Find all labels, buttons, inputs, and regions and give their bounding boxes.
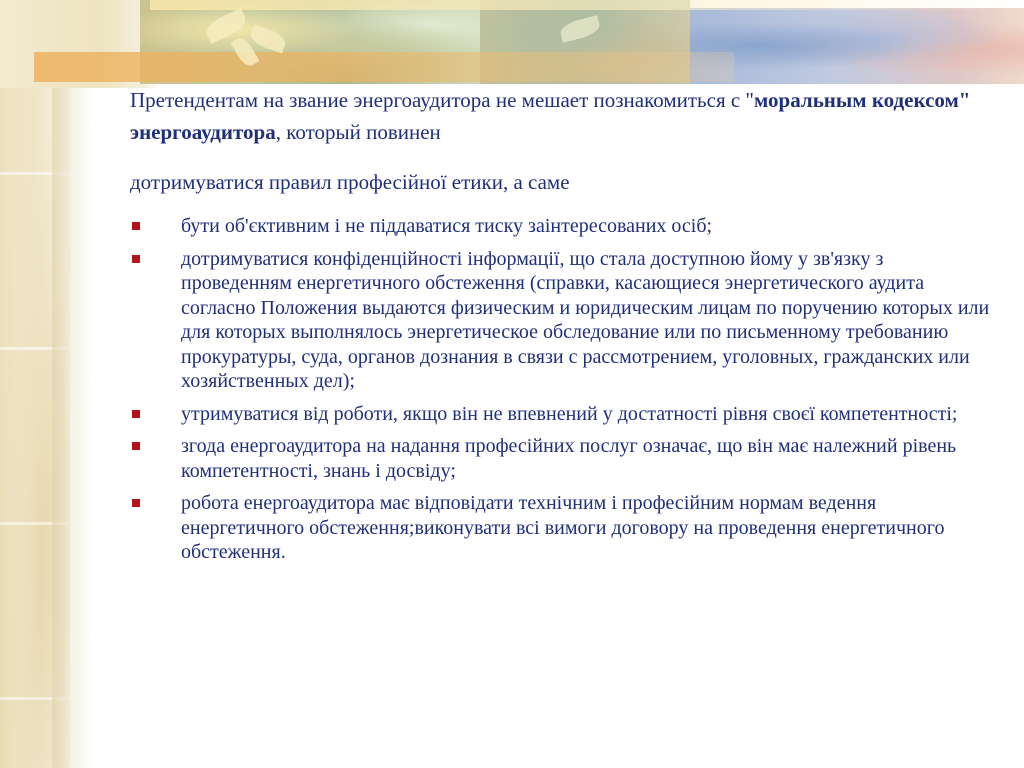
list-item-text: бути об'єктивним і не піддаватися тиску заінтересованих осіб; bbox=[181, 215, 713, 237]
list-item bbox=[130, 434, 990, 483]
intro-paragraph bbox=[130, 84, 990, 148]
slide-content bbox=[130, 84, 990, 573]
parchment-shadow bbox=[52, 0, 92, 768]
banner-yellow-band bbox=[150, 0, 1024, 10]
list-item-text: згода енергоаудитора на надання професійних послуг означає, що він має належний рівень компетентності, знань і досвіду; bbox=[181, 435, 957, 482]
intro-continuation: дотримуватися правил професійної етики, а саме bbox=[130, 170, 570, 194]
bullet-square-icon bbox=[132, 255, 140, 263]
bullet-square-icon bbox=[132, 410, 140, 418]
list-item bbox=[130, 247, 990, 394]
list-item bbox=[130, 491, 990, 565]
bullet-list bbox=[130, 214, 990, 565]
intro-bold-text: моральным кодексом" энергоаудитора bbox=[130, 88, 971, 144]
banner-orange-band bbox=[34, 52, 734, 82]
intro-text-end: , который повинен bbox=[275, 120, 441, 144]
banner-flower-photo bbox=[690, 8, 1024, 84]
bullet-square-icon bbox=[132, 442, 140, 450]
decorative-banner bbox=[0, 0, 1024, 88]
list-item-text: робота енергоаудитора має відповідати технічним і професійним нормам ведення енергетичного обстеження;виконувати всі вимоги договору на проведення енергетичного обстеження. bbox=[181, 492, 945, 563]
list-item-text: утримуватися від роботи, якщо він не впевнений у достатності рівня своєї компетентності; bbox=[181, 402, 958, 425]
list-item-text: дотримуватися конфіденційності інформації, що стала доступною йому у зв'язку з проведенням енергетичного обстеження (справки, касающиеся энергетического аудита согласно Положения выдаются физическим и юридическим лицам по поручению которых или для которых выполнялось энергетическое обследование или по письменному требованию прокуратуры, суда, органов дознания в связи с рассмотрением, уголовных, гражданских или хозяйственных дел); bbox=[181, 247, 990, 392]
intro-text-start: Претендентам на звание энергоаудитора не мешает познакомиться с " bbox=[130, 88, 755, 112]
list-item bbox=[130, 214, 990, 239]
bullet-square-icon bbox=[132, 499, 140, 507]
list-item bbox=[130, 402, 990, 427]
bullet-square-icon bbox=[132, 222, 140, 230]
